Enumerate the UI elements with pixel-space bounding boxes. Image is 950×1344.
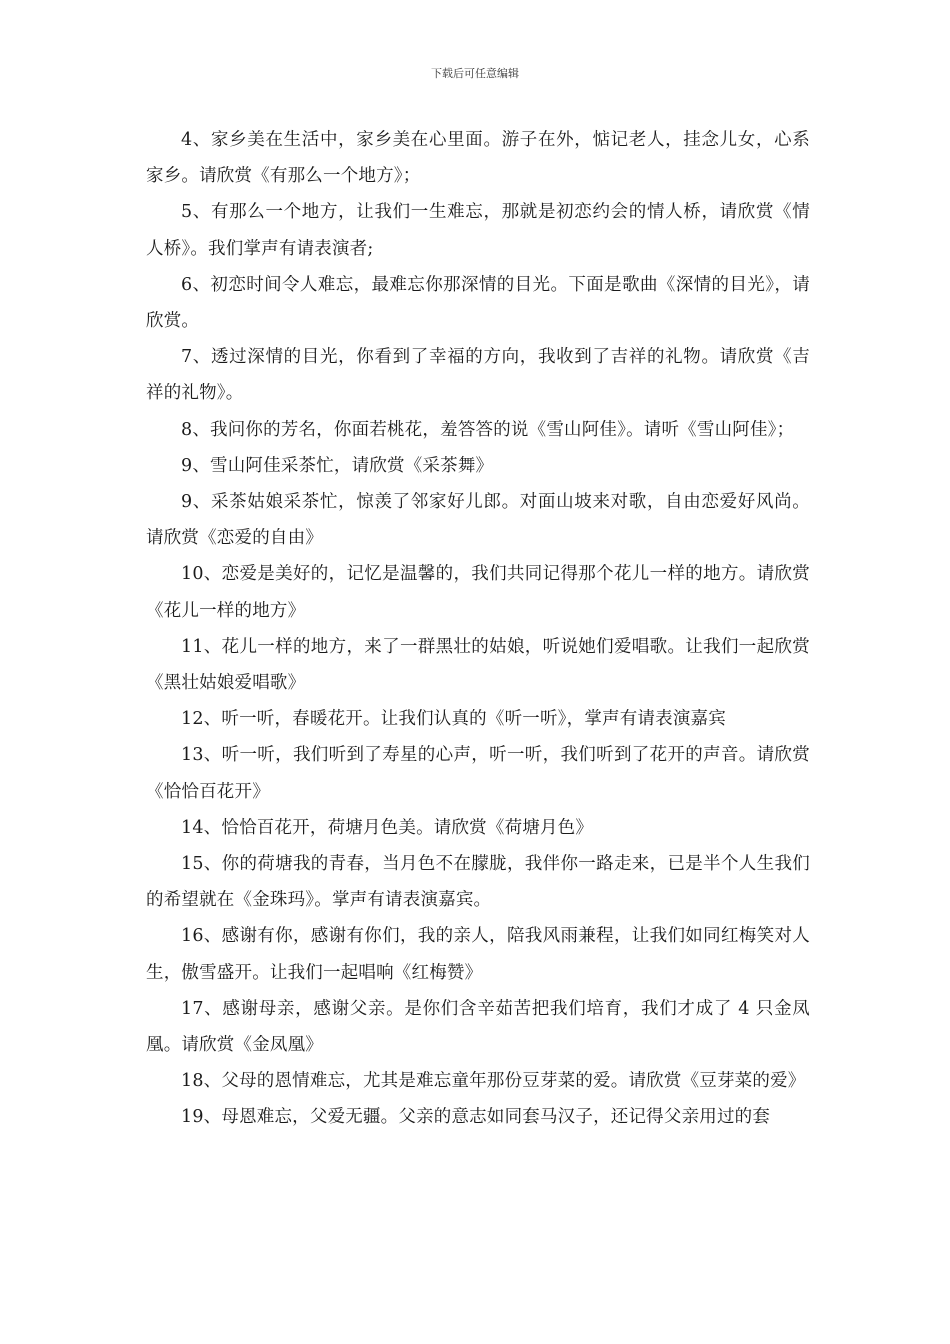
- paragraph: 9、采茶姑娘采茶忙，惊羡了邻家好儿郎。对面山坡来对歌，自由恋爱好风尚。请欣赏《恋爱的自由》: [146, 492, 810, 549]
- paragraph: 11、花儿一样的地方，来了一群黑壮的姑娘，听说她们爱唱歌。让我们一起欣赏《黑壮姑娘爱唱歌》: [146, 636, 810, 694]
- paragraph: 16、感谢有你，感谢有你们，我的亲人，陪我风雨兼程，让我们如同红梅笑对人生，傲雪盛开。让我们一起唱响《红梅赞》: [146, 926, 810, 983]
- paragraph: 18、父母的恩情难忘，尤其是难忘童年那份豆芽菜的爱。请欣赏《豆芽菜的爱》: [181, 1071, 806, 1092]
- paragraph: 13、听一听，我们听到了寿星的心声，听一听，我们听到了花开的声音。请欣赏《恰恰百花开》: [146, 745, 810, 802]
- paragraph: 15、你的荷塘我的青春，当月色不在朦胧，我伴你一路走来，已是半个人生我们的希望就在《金珠玛》。掌声有请表演嘉宾。: [146, 854, 810, 911]
- paragraph: 7、透过深情的目光，你看到了幸福的方向，我收到了吉祥的礼物。请欣赏《吉祥的礼物》。: [146, 347, 810, 404]
- paragraph: 9、雪山阿佳采茶忙，请欣赏《采茶舞》: [181, 455, 494, 476]
- paragraph: 19、母恩难忘，父爱无疆。父亲的意志如同套马汉子，还记得父亲用过的套: [181, 1107, 771, 1128]
- paragraph: 12、听一听，春暖花开。让我们认真的《听一听》，掌声有请表演嘉宾: [181, 709, 726, 730]
- page-header: 下载后可任意编辑: [431, 67, 519, 80]
- paragraph: 14、恰恰百花开，荷塘月色美。请欣赏《荷塘月色》: [181, 817, 594, 838]
- paragraph: 8、我问你的芳名，你面若桃花，羞答答的说《雪山阿佳》。请听《雪山阿佳》；: [181, 419, 795, 440]
- document-body: [146, 122, 810, 1136]
- paragraph: 10、恋爱是美好的，记忆是温馨的，我们共同记得那个花儿一样的地方。请欣赏《花儿一样的地方》: [146, 564, 810, 621]
- paragraph: 17、感谢母亲，感谢父亲。是你们含辛茹苦把我们培育，我们才成了 4 只金凤凰。请欣赏《金凤凰》: [146, 998, 810, 1056]
- paragraph: 5、有那么一个地方，让我们一生难忘，那就是初恋约会的情人桥，请欣赏《情人桥》。我们掌声有请表演者;: [146, 202, 810, 259]
- paragraph: 4、家乡美在生活中，家乡美在心里面。游子在外，惦记老人，挂念儿女，心系家乡。请欣赏《有那么一个地方》；: [146, 130, 810, 187]
- paragraph: 6、初恋时间令人难忘，最难忘你那深情的目光。下面是歌曲《深情的目光》，请欣赏。: [146, 274, 810, 332]
